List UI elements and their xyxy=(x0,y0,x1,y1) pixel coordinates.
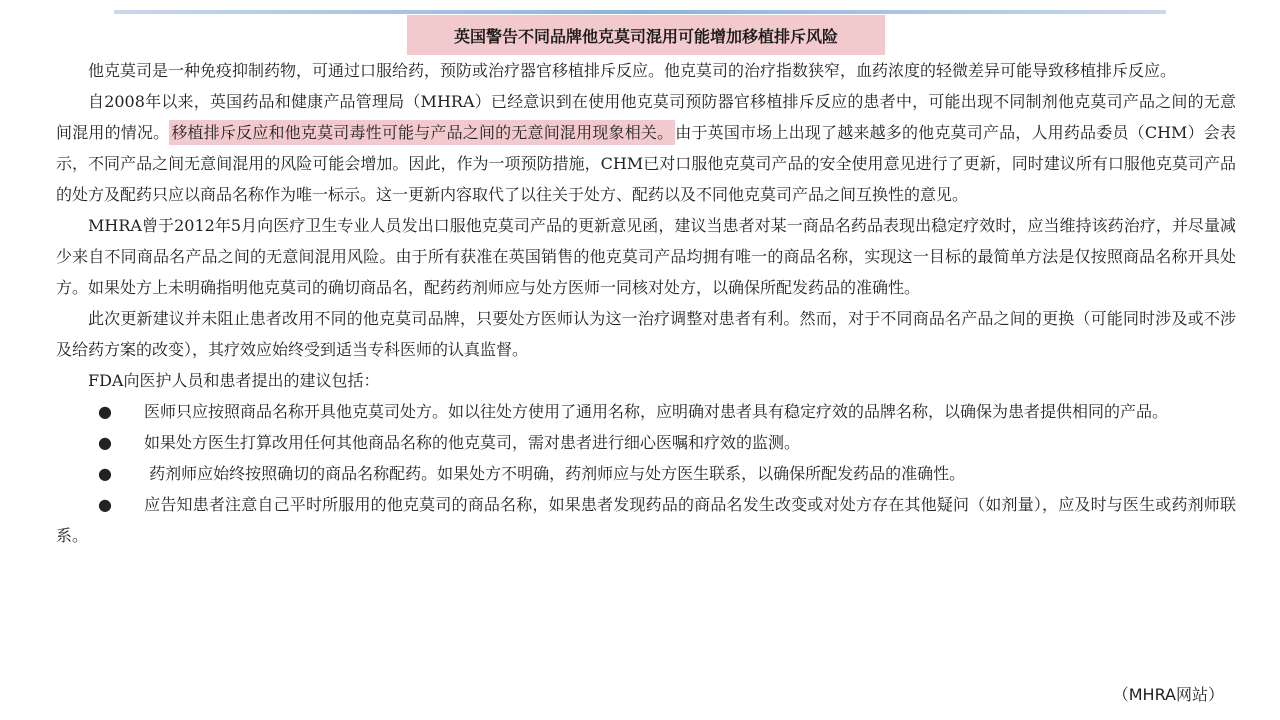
bullet-icon: ● xyxy=(98,464,112,483)
bullet-icon: ● xyxy=(98,433,112,452)
list-item xyxy=(56,396,1236,427)
page-title: 英国警告不同品牌他克莫司混用可能增加移植排斥风险 xyxy=(453,26,838,46)
paragraph-2012-letter: MHRA曾于2012年5月向医疗卫生专业人员发出口服他克莫司产品的更新意见函，建议当患者对某一商品名药品表现出稳定疗效时，应当维持该药治疗，并尽量减少来自不同商品名产品之间的无意间混用风险。由于所有获准在英国销售的他克莫司产品均拥有唯一的商品名称，实现这一目标的最简单方法是仅按照商品名称开具处方。如果处方上未明确指明他克莫司的确切商品名，配药药剂师应与处方医师一同核对处方，以确保所配发药品的准确性。 xyxy=(56,216,1236,297)
list-item-text: 药剂师应始终按照确切的商品名称配药。如果处方不明确，药剂师应与处方医生联系，以确保所配发药品的准确性。 xyxy=(144,464,966,483)
bullet-icon: ● xyxy=(98,402,112,421)
list-item xyxy=(56,489,1236,551)
highlighted-sentence: 移植排斥反应和他克莫司毒性可能与产品之间的无意间混用现象相关。 xyxy=(169,120,675,145)
paragraph-text: 由于英国市场上出现了越来越多的他克莫司产品，人用药品委员（CHM）会表示，不同产品之间无意间混用的风险可能会增加。因此，作为一项预防措施，CHM已对口服他克莫司产品的安全使用意见进行了更新，同时建议所有口服他克莫司产品的处方及配药只应以商品名称作为唯一标示。这一更新内容取代了以往关于处方、配药以及不同他克莫司产品之间互换性的意见。 xyxy=(56,123,1236,204)
source-citation: （MHRA网站） xyxy=(1112,685,1224,704)
paragraph-mhra-awareness xyxy=(56,86,1236,210)
list-item xyxy=(56,427,1236,458)
list-item xyxy=(56,458,1236,489)
list-item-text: 应告知患者注意自己平时所服用的他克莫司的商品名称，如果患者发现药品的商品名发生改变或对处方存在其他疑问（如剂量），应及时与医生或药剂师联系。 xyxy=(56,495,1236,545)
top-divider xyxy=(114,10,1166,14)
title-banner xyxy=(407,15,885,55)
bullet-icon: ● xyxy=(98,495,112,514)
list-item-text: 如果处方医生打算改用任何其他商品名称的他克莫司，需对患者进行细心医嘱和疗效的监测。 xyxy=(144,433,801,452)
list-item-text: 医师只应按照商品名称开具他克莫司处方。如以往处方使用了通用名称，应明确对患者具有稳定疗效的品牌名称，以确保为患者提供相同的产品。 xyxy=(144,402,1169,421)
paragraph-intro: 他克莫司是一种免疫抑制药物，可通过口服给药，预防或治疗器官移植排斥反应。他克莫司的治疗指数狭窄，血药浓度的轻微差异可能导致移植排斥反应。 xyxy=(88,61,1177,80)
paragraph-text: 自2008年以来，英国药品和健康产品管理局（MHRA）已经意识到在使用他克莫司预防器官移植排斥反应的患者中，可能出现不同制剂他克莫司产品之间的无意间混用的情况。 xyxy=(56,92,1236,142)
paragraph-recommendations-intro: FDA向医护人员和患者提出的建议包括： xyxy=(88,371,380,390)
paragraph-brand-switch: 此次更新建议并未阻止患者改用不同的他克莫司品牌，只要处方医师认为这一治疗调整对患者有利。然而，对于不同商品名产品之间的更换（可能同时涉及或不涉及给药方案的改变），其疗效应始终受到适当专科医师的认真监督。 xyxy=(56,309,1236,359)
article-body xyxy=(56,55,1236,551)
